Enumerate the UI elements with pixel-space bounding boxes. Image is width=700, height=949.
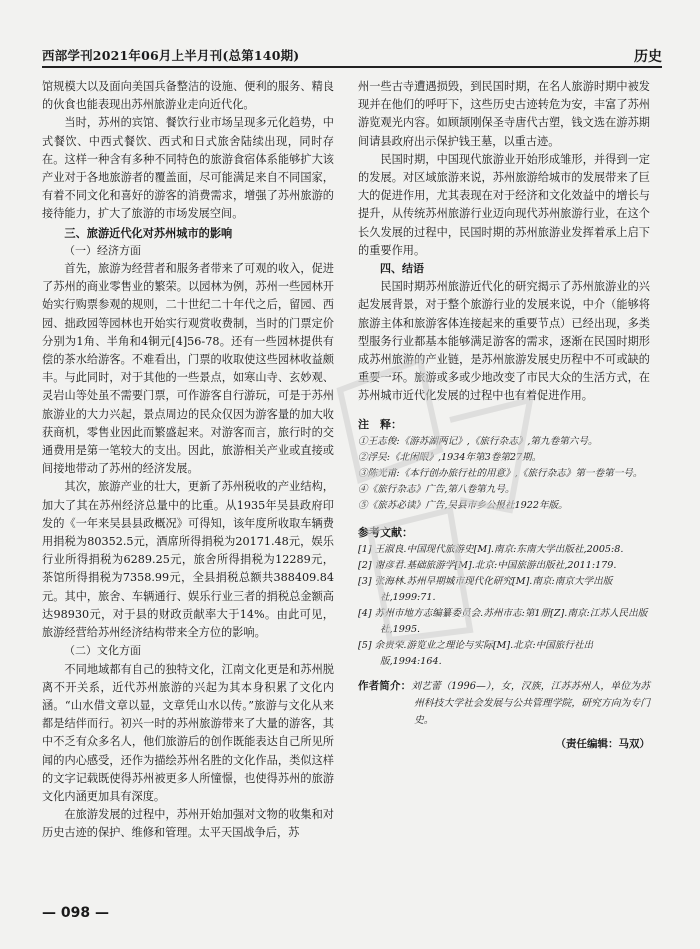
body-paragraph: 不同地域都有自己的独特文化，江南文化更是和苏州脱离不开关系，近代苏州旅游的兴起为其本身积累了文化内涵。“山水借文章以显，文章凭山水以传。”旅游与文化从来都是结伴而行。初兴一时的苏州旅游带来了大量的游客，其中不乏有众多名人，他们旅游后的创作既能表达自己所见所闻的内心感受，还作为描绘苏州名胜的文化作品，类似这样的文字记载既使得苏州被更多人所憧憬，也使得苏州的旅游文化内涵更加具有深度。	[42, 662, 334, 803]
right-column	[358, 78, 650, 753]
section-label: 历史	[634, 49, 662, 65]
body-paragraph: 在旅游发展的过程中，苏州开始加强对文物的收集和对历史古迹的保护、维修和管理。太平天国战争后，苏	[42, 808, 334, 840]
references-title: 参考文献：	[358, 525, 413, 539]
note-item: ⑤《旅苏必读》广告,吴县市乡公报社1922年版。	[358, 499, 568, 511]
author-bio-text: 刘艺蕾（1996—），女，汉族，江苏苏州人，单位为苏州科技大学社会发展与公共管理学院，研究方向为专门史。	[411, 681, 650, 727]
body-paragraph: 首先，旅游为经营者和服务者带来了可观的收入，促进了苏州的商业零售业的繁荣。以园林为例，苏州一些园林开始实行购票参观的规则，二十世纪二十年代之后，留园、西园、拙政园等园林也开始实行观赏收费制，当时的门票定价分别为1角、半角和4铜元[4]56-78。还有一些园林提供有偿的茶水给游客。不难看出，门票的收取使这些园林收益颇丰。与此同时，对于其他的一些景点，如寒山寺、玄妙观、灵岩山等处虽不需要门票，可作游客自行游玩，可是于苏州旅游业的大力兴起，景点周边的民众仅因为游客量的加大收获商机，零售业因此而繁盛起来。对游客而言，旅行时的交通费用是第一笔较大的支出。因此，旅游相关产业或直接或间接地带动了苏州的经济发展。	[42, 262, 334, 476]
subsection-heading: （一）经济方面	[64, 243, 141, 257]
body-paragraph: 其次，旅游产业的壮大，更新了苏州税收的产业结构，加大了其在苏州经济总量中的比重。从1935年吴县政府印发的《一年来吴县县政概况》可得知，该年度所收取车辆费用捐税为80352.5元，酒席所得捐税为20171.48元，娱乐行业所得捐税为6289.25元，旅舍所得捐税为12289元，茶馆所得捐税为7358.99元，全县捐税总额共388409.84元。其中，旅舍、车辆通行、娱乐行业三者的捐税总金额高达98930元，对于县的财政贡献率大于14%。由此可见，旅游经营给苏州经济结构带来全方位的影响。	[42, 480, 334, 640]
author-bio-label: 作者简介：	[358, 680, 412, 693]
body-paragraph: 馆规模大以及面向美国兵备整洁的设施、便利的服务、精良的伙食也能表现出苏州旅游业走向近代化。	[42, 80, 334, 112]
page-number: — 098 —	[42, 905, 109, 921]
responsible-editor: （责任编辑：马双）	[555, 738, 650, 751]
section-heading: 四、结语	[380, 262, 424, 276]
note-item: ①王志俊:《游苏湖两记》,《旅行杂志》,第九卷第六号。	[358, 435, 598, 447]
body-paragraph: 州一些古寺遭遇损毁，到民国时期，在名人旅游时期中被发现并在他们的呼吁下，这些历史古迹转危为安，丰富了苏州游览观光内容。如顾颉刚保圣寺唐代古塑，钱文选在游苏期间请县政府出示保护钱王墓，以重古迹。	[358, 80, 650, 148]
body-paragraph: 民国时期，中国现代旅游业开始形成雏形，并得到一定的发展。对区域旅游来说，苏州旅游给城市的发展带来了巨大的促进作用，尤其表现在对于经济和文化效益中的增长与提升，从传统苏州旅游行业迈向现代苏州旅游行业，在这个长久发展的过程中，民国时期的苏州旅游业发挥着承上启下的重要作用。	[358, 152, 650, 257]
author-bio	[358, 678, 650, 729]
running-header	[42, 44, 662, 66]
section-heading: 三、旅游近代化对苏州城市的影响	[64, 225, 233, 240]
body-paragraph: 民国时期苏州旅游近代化的研究揭示了苏州旅游业的兴起发展背景，对于整个旅游行业的发展来说，中介（能够将旅游主体和旅游客体连接起来的重要节点）已经出现，多类型服务行业都基本能够满足游客的需求，逐渐在民国时期形成苏州旅游的产业链，是苏州旅游发展史历程中不可或缺的重要一环。旅游或多或少地改变了市民大众的生活方式，在苏州城市近代化发展的过程中也有着促进作用。	[358, 280, 650, 403]
note-item: ③陈光甫:《本行创办旅行社的用意》,《旅行杂志》第一卷第一号。	[358, 467, 643, 479]
note-item: ④《旅行杂志》广告,第八卷第九号。	[358, 483, 515, 495]
header-rule	[42, 66, 662, 68]
reference-item: [1] 王淑良.中国现代旅游史[M].南京:东南大学出版社,2005:8.	[358, 544, 624, 556]
reference-item: [4] 苏州市地方志编纂委员会.苏州市志:第1册[Z].南京:江苏人民出版社,1995.	[358, 608, 648, 636]
subsection-heading: （二）文化方面	[64, 644, 141, 658]
note-item: ②浮吴:《北闲眼》,1934年第3卷第27期。	[358, 451, 542, 463]
left-column	[42, 78, 334, 843]
notes-title: 注 释：	[358, 417, 402, 431]
reference-item: [3] 张海林.苏州早期城市现代化研究[M].南京:南京大学出版社,1999:71.	[358, 576, 613, 604]
body-paragraph: 当时，苏州的宾馆、餐饮行业市场呈现多元化趋势，中式餐饮、中西式餐饮、西式和日式旅舍陆续出现，同时存在。这样一种含有多种不同特色的旅游食宿体系能够扩大该产业对于各地旅游者的覆盖面，尽可能满足来自不同国家，有着不同文化和喜好的游客的消费需求，增强了苏州旅游的接待能力，扩大了旅游的市场发展空间。	[42, 116, 334, 221]
journal-title: 西部学刊2021年06月上半月刊(总第140期)	[42, 48, 300, 63]
reference-item: [2] 谢彦君.基础旅游学[M].北京:中国旅游出版社,2011:179.	[358, 560, 617, 572]
reference-item: [5] 余贵荣.游览业之理论与实际[M].北京:中国旅行社出版,1994:164.	[358, 640, 594, 668]
